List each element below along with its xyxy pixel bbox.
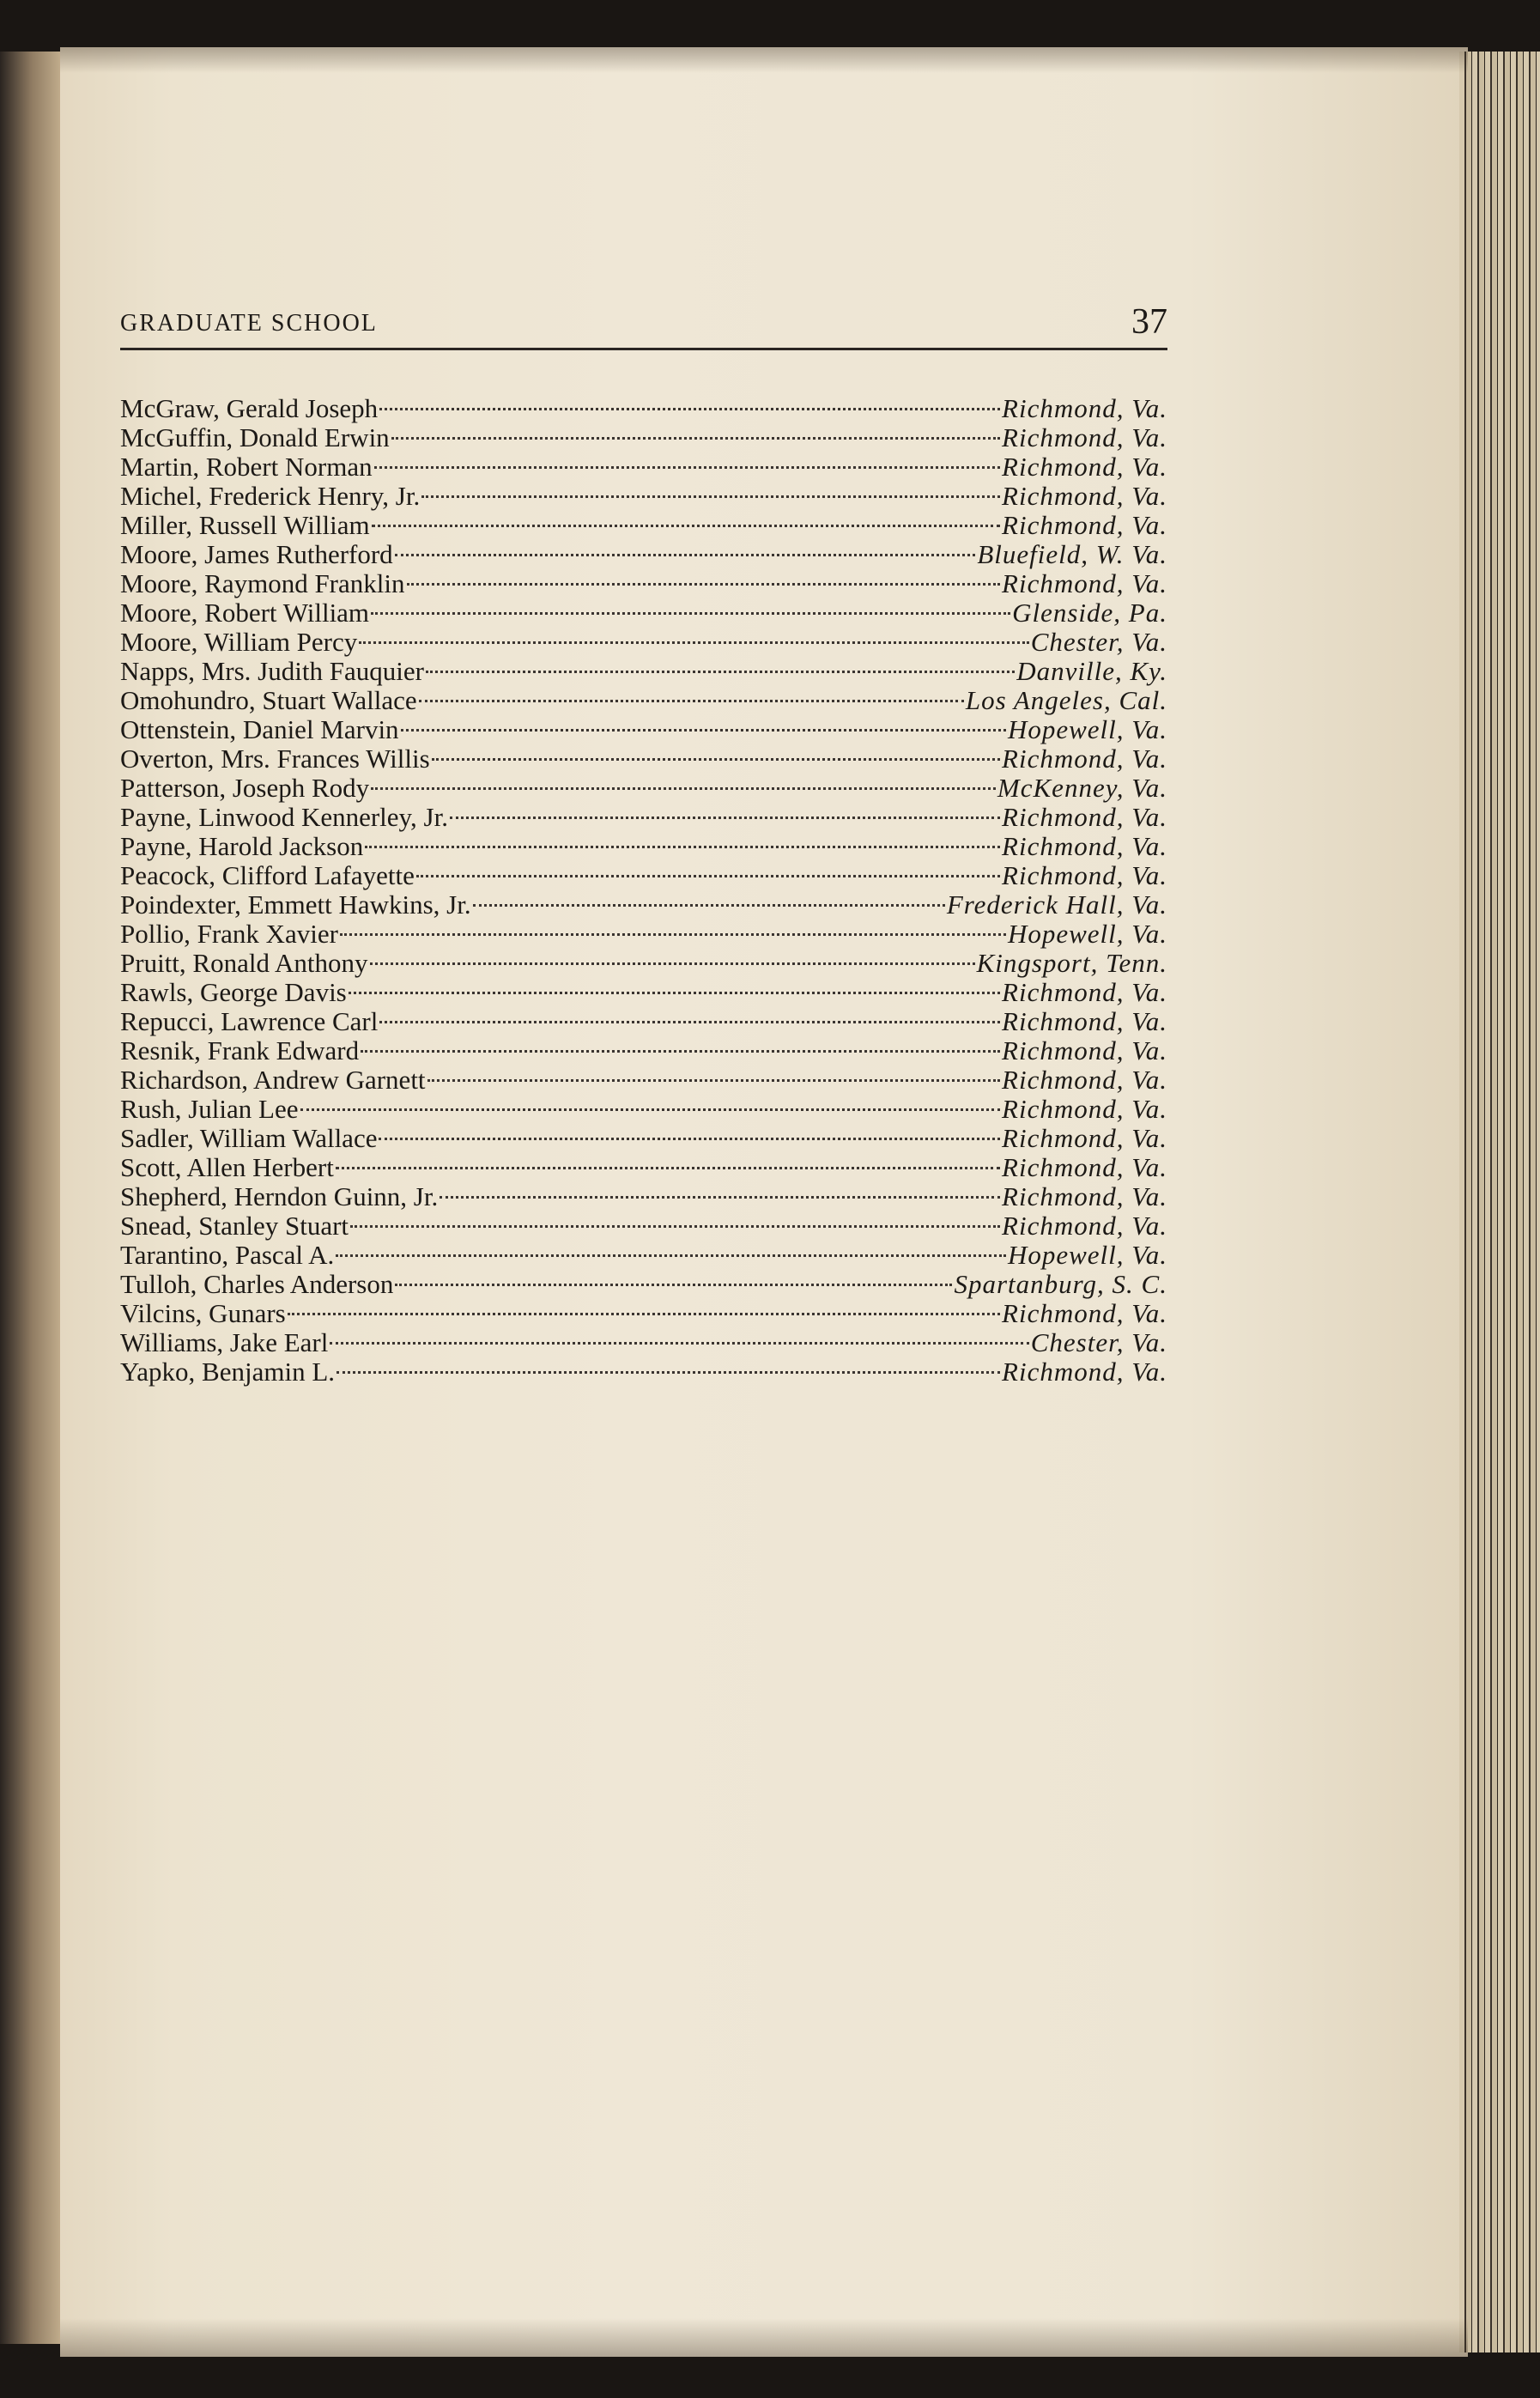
student-name: Martin, Robert Norman	[120, 452, 373, 482]
list-item	[120, 622, 1167, 657]
dot-leader	[359, 622, 1028, 651]
dot-leader	[450, 797, 1000, 826]
page-number: 37	[1131, 302, 1167, 342]
list-item	[120, 446, 1167, 482]
dot-leader	[300, 1089, 1001, 1118]
list-item	[120, 1030, 1167, 1065]
list-item	[120, 1351, 1167, 1387]
list-item	[120, 651, 1167, 686]
dot-leader	[370, 943, 975, 972]
dot-leader	[371, 592, 1010, 622]
list-item	[120, 709, 1167, 744]
hometown: Richmond, Va.	[1002, 802, 1167, 832]
hometown: Richmond, Va.	[1002, 452, 1167, 482]
hometown: Glenside, Pa.	[1012, 598, 1167, 628]
student-name: Overton, Mrs. Frances Willis	[120, 744, 430, 774]
student-name: Snead, Stanley Stuart	[120, 1211, 349, 1241]
dot-leader	[421, 476, 1000, 505]
hometown: Richmond, Va.	[1002, 1181, 1167, 1211]
list-item	[120, 1205, 1167, 1241]
list-item	[120, 563, 1167, 598]
top-edge-shadow	[60, 47, 1468, 73]
student-name: Moore, Raymond Franklin	[120, 568, 405, 598]
dot-leader	[440, 1176, 1000, 1205]
running-head: GRADUATE SCHOOL	[120, 310, 378, 337]
list-item	[120, 943, 1167, 978]
dot-leader	[365, 826, 1000, 855]
hometown: McKenney, Va.	[997, 773, 1167, 803]
list-item	[120, 534, 1167, 569]
hometown: Chester, Va.	[1030, 627, 1167, 657]
list-item	[120, 388, 1167, 423]
list-item	[120, 1264, 1167, 1299]
list-item	[120, 417, 1167, 452]
student-name: Rush, Julian Lee	[120, 1094, 299, 1124]
student-name: Resnik, Frank Edward	[120, 1035, 360, 1065]
student-name: Moore, James Rutherford	[120, 539, 393, 569]
list-item	[120, 1147, 1167, 1182]
student-name: Patterson, Joseph Rody	[120, 773, 370, 803]
student-name: Payne, Linwood Kennerley, Jr.	[120, 802, 448, 832]
dot-leader	[288, 1293, 1000, 1322]
list-item	[120, 855, 1167, 890]
hometown: Richmond, Va.	[1002, 860, 1167, 890]
hometown: Richmond, Va.	[1002, 1298, 1167, 1328]
student-name: Rawls, George Davis	[120, 977, 347, 1007]
list-item	[120, 884, 1167, 920]
student-name: Peacock, Clifford Lafayette	[120, 860, 415, 890]
list-item	[120, 680, 1167, 715]
student-name: Vilcins, Gunars	[120, 1298, 286, 1328]
dot-leader	[395, 1264, 952, 1293]
hometown: Richmond, Va.	[1002, 744, 1167, 774]
bottom-edge-shadow	[60, 2318, 1468, 2357]
dot-leader	[427, 1059, 1001, 1089]
student-name: Moore, William Percy	[120, 627, 358, 657]
student-name: Omohundro, Stuart Wallace	[120, 685, 417, 715]
dot-leader	[379, 1118, 1000, 1147]
dot-leader	[372, 505, 1000, 534]
list-item	[120, 914, 1167, 949]
student-name: McGuffin, Donald Erwin	[120, 422, 390, 452]
student-name: Pruitt, Ronald Anthony	[120, 948, 368, 978]
hometown: Richmond, Va.	[1002, 422, 1167, 452]
list-item	[120, 1235, 1167, 1270]
hometown: Richmond, Va.	[1002, 1094, 1167, 1124]
student-name: Napps, Mrs. Judith Fauquier	[120, 656, 424, 686]
student-name: Repucci, Lawrence Carl	[120, 1006, 379, 1036]
student-name: Sadler, William Wallace	[120, 1123, 378, 1153]
student-name: Tarantino, Pascal A.	[120, 1240, 335, 1270]
hometown: Los Angeles, Cal.	[965, 685, 1167, 715]
student-name: Scott, Allen Herbert	[120, 1152, 334, 1182]
dot-leader	[336, 1351, 1000, 1381]
hometown: Richmond, Va.	[1002, 1123, 1167, 1153]
dot-leader	[349, 972, 1000, 1001]
student-name: Payne, Harold Jackson	[120, 831, 364, 861]
list-item	[120, 1059, 1167, 1095]
hometown: Richmond, Va.	[1002, 393, 1167, 423]
student-list	[120, 388, 1167, 1387]
dot-leader	[371, 768, 996, 797]
list-item	[120, 826, 1167, 861]
hometown: Richmond, Va.	[1002, 1006, 1167, 1036]
dot-leader	[416, 855, 1000, 884]
hometown: Richmond, Va.	[1002, 510, 1167, 540]
dot-leader	[340, 914, 1006, 943]
student-name: Miller, Russell William	[120, 510, 370, 540]
student-name: Williams, Jake Earl	[120, 1327, 329, 1357]
dot-leader	[432, 738, 1000, 768]
page-header	[120, 296, 1167, 348]
hometown: Chester, Va.	[1030, 1327, 1167, 1357]
student-name: Shepherd, Herndon Guinn, Jr.	[120, 1181, 439, 1211]
dot-leader	[361, 1030, 1000, 1059]
list-item	[120, 1001, 1167, 1036]
list-item	[120, 1118, 1167, 1153]
hometown: Richmond, Va.	[1002, 1065, 1167, 1095]
student-name: Yapko, Benjamin L.	[120, 1357, 336, 1387]
list-item	[120, 797, 1167, 832]
list-item	[120, 1176, 1167, 1211]
hometown: Hopewell, Va.	[1007, 714, 1167, 744]
dot-leader	[379, 388, 1000, 417]
dot-leader	[426, 651, 1015, 680]
student-name: McGraw, Gerald Joseph	[120, 393, 379, 423]
list-item	[120, 505, 1167, 540]
student-name: Pollio, Frank Xavier	[120, 919, 338, 949]
dot-leader	[395, 534, 976, 563]
hometown: Richmond, Va.	[1002, 1035, 1167, 1065]
hometown: Richmond, Va.	[1002, 1357, 1167, 1387]
hometown: Richmond, Va.	[1002, 1211, 1167, 1241]
list-item	[120, 768, 1167, 803]
student-name: Michel, Frederick Henry, Jr.	[120, 481, 421, 511]
hometown: Hopewell, Va.	[1007, 919, 1167, 949]
list-item	[120, 738, 1167, 774]
dot-leader	[379, 1001, 1000, 1030]
hometown: Spartanburg, S. C.	[954, 1269, 1167, 1299]
hometown: Bluefield, W. Va.	[977, 539, 1167, 569]
dot-leader	[407, 563, 1001, 592]
dot-leader	[374, 446, 1000, 476]
dot-leader	[473, 884, 945, 914]
student-name: Poindexter, Emmett Hawkins, Jr.	[120, 889, 471, 920]
dot-leader	[336, 1147, 1000, 1176]
hometown: Richmond, Va.	[1002, 568, 1167, 598]
hometown: Danville, Ky.	[1016, 656, 1167, 686]
list-item	[120, 1322, 1167, 1357]
dot-leader	[401, 709, 1006, 738]
list-item	[120, 476, 1167, 511]
dot-leader	[330, 1322, 1028, 1351]
hometown: Hopewell, Va.	[1007, 1240, 1167, 1270]
student-name: Ottenstein, Daniel Marvin	[120, 714, 399, 744]
list-item	[120, 1293, 1167, 1328]
hometown: Richmond, Va.	[1002, 831, 1167, 861]
student-name: Moore, Robert William	[120, 598, 370, 628]
student-name: Tulloh, Charles Anderson	[120, 1269, 394, 1299]
hometown: Richmond, Va.	[1002, 1152, 1167, 1182]
student-name: Richardson, Andrew Garnett	[120, 1065, 426, 1095]
dot-leader	[350, 1205, 1000, 1235]
list-item	[120, 1089, 1167, 1124]
list-item	[120, 972, 1167, 1007]
page-edges	[1459, 52, 1540, 2352]
dot-leader	[336, 1235, 1006, 1264]
hometown: Richmond, Va.	[1002, 481, 1167, 511]
dot-leader	[391, 417, 1000, 446]
dot-leader	[419, 680, 964, 709]
hometown: Kingsport, Tenn.	[976, 948, 1167, 978]
hometown: Frederick Hall, Va.	[946, 889, 1167, 920]
hometown: Richmond, Va.	[1002, 977, 1167, 1007]
header-rule	[120, 348, 1167, 350]
list-item	[120, 592, 1167, 628]
